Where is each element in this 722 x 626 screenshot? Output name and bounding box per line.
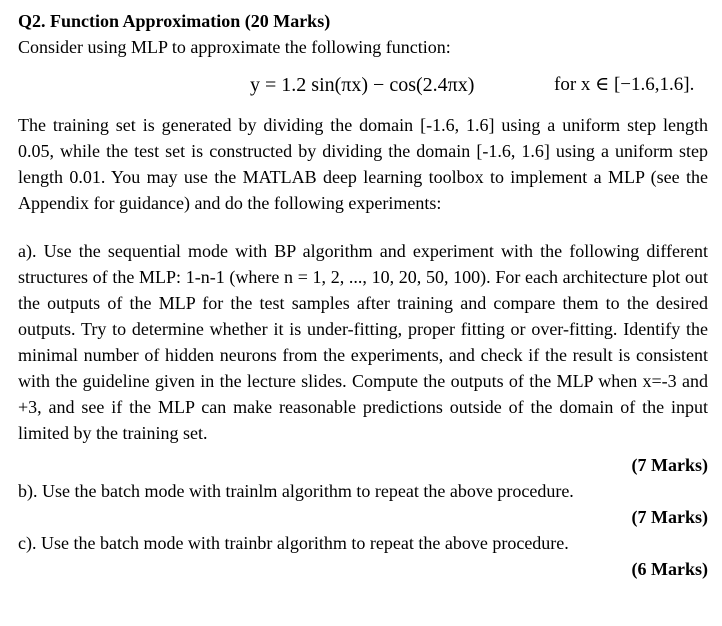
task-description: The training set is generated by dividing the domain [-1.6, 1.6] using a uniform step length 0.05, while the test set is constructed by dividing the domain [-1.6, 1.6] using a uniform step length 0.01. You may use the MATLAB deep learning toolbox to implement a MLP (see the Appendix for guidance) and do the following experiments: <box>18 115 708 213</box>
part-b-marks: (7 Marks) <box>631 507 708 527</box>
equation-domain: for x ∈ [−1.6,1.6]. <box>554 74 695 95</box>
question-page <box>18 8 708 582</box>
target-function-equation: y = 1.2 sin(πx) − cos(2.4πx) <box>250 74 475 96</box>
question-title: Q2. Function Approximation (20 Marks) <box>18 11 331 31</box>
part-a-marks: (7 Marks) <box>631 455 708 475</box>
equation-row <box>18 68 708 104</box>
question-intro: Consider using MLP to approximate the following function: <box>18 37 451 57</box>
part-a-text: a). Use the sequential mode with BP algorithm and experiment with the following different structures of the MLP: 1-n-1 (where n = 1, 2, ..., 10, 20, 50, 100). For each architecture plot out the outputs of the MLP for the test samples after training and compare them to the desired outputs. Try to determine whether it is under-fitting, proper fitting or over-fitting. Identify the minimal number of hidden neurons from the experiments, and check if the result is consistent with the guideline given in the lecture slides. Compute the outputs of the MLP when x=-3 and +3, and see if the MLP can make reasonable predictions outside of the domain of the input limited by the training set. <box>18 241 708 443</box>
part-c-text: c). Use the batch mode with trainbr algorithm to repeat the above procedure. <box>18 533 569 553</box>
part-c-marks: (6 Marks) <box>631 559 708 579</box>
part-b-text: b). Use the batch mode with trainlm algorithm to repeat the above procedure. <box>18 481 574 501</box>
